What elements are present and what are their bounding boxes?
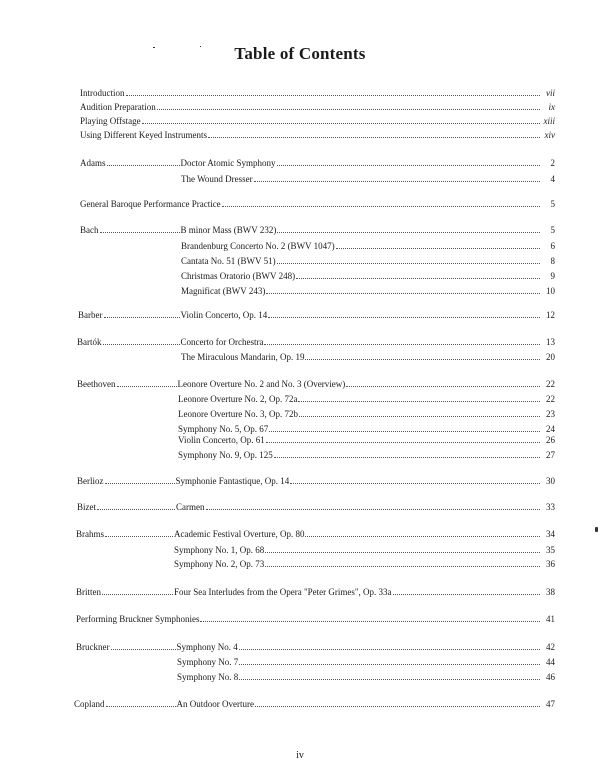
toc-composer: Bach [80,225,99,235]
toc-entry [76,585,555,598]
scan-speck [153,47,155,48]
toc-entry [177,670,555,683]
toc-entry [178,448,555,461]
toc-entry [181,254,555,267]
toc-work-title: Symphonie Fantastique, Op. 14 [175,476,290,486]
toc-entry [181,239,555,252]
toc-page-number: 22 [546,394,555,404]
toc-composer: Bizet [77,502,96,512]
dot-leader [239,655,540,665]
toc-work-title: Four Sea Interludes from the Opera "Peter Grimes", Op. 33a [174,587,392,597]
dot-leader [266,433,540,443]
toc-page-number: 20 [546,352,555,362]
dot-leader [277,156,541,166]
toc-page-number: 34 [546,529,555,539]
scan-speck [595,527,598,532]
dot-leader [102,585,173,595]
toc-entry [78,308,555,321]
dot-leader [206,500,541,510]
toc-composer: Barber [78,310,103,320]
toc-entry [80,114,555,127]
toc-entry [76,612,555,625]
dot-leader [105,474,175,484]
toc-page-number: ix [548,102,555,112]
toc-work-title: Symphony No. 7 [177,657,239,667]
toc-page-number: 24 [546,424,555,434]
dot-leader [305,527,540,537]
toc-entry [181,269,555,282]
toc-page-number: 10 [546,286,555,296]
toc-work-title: Magnificat (BWV 243) [181,286,266,296]
toc-work-title: B minor Mass (BWV 232) [180,225,277,235]
toc-page-number: 30 [546,476,555,486]
dot-leader [107,156,180,166]
page-title: Table of Contents [234,44,366,63]
toc-entry [80,100,555,113]
toc-entry [181,350,555,363]
toc-entry [178,433,555,446]
toc-entry [77,500,555,513]
toc-page-number: 22 [546,379,555,389]
toc-page-number: 27 [546,450,555,460]
toc-work-title: The Wound Dresser [181,174,253,184]
toc-page-number: xiv [544,130,555,140]
toc-work-title: Doctor Atomic Symphony [180,158,276,168]
dot-leader [117,377,177,387]
toc-page-number: 26 [546,435,555,445]
toc-entry [80,128,555,141]
dot-leader [298,392,540,402]
toc-work-title: Leonore Overture No. 2, Op. 72a [178,394,298,404]
toc-work-title: Symphony No. 4 [176,642,238,652]
toc-work-title: The Miraculous Mandarin, Op. 19 [181,352,305,362]
dot-leader [393,585,540,595]
toc-page-number: 42 [546,642,555,652]
toc-entry-label: Using Different Keyed Instruments [80,130,208,140]
page-number-footer: iv [296,750,304,761]
dot-leader [274,448,540,458]
toc-entry [174,557,555,570]
toc-work-title: Symphony No. 8 [177,672,239,682]
dot-leader [346,377,540,387]
dot-leader [97,500,175,510]
toc-entry [77,377,555,390]
toc-page-number: 4 [550,174,555,184]
toc-page-number: 9 [550,271,555,281]
toc-page-number: 23 [546,409,555,419]
dot-leader [290,474,540,484]
toc-work-title: Christmas Oratorio (BWV 248) [181,271,296,281]
dot-leader [266,284,540,294]
toc-page-number: 41 [546,614,555,624]
toc-composer: Britten [76,587,101,597]
toc-page-number: 6 [550,241,555,251]
toc-composer: Berlioz [77,476,104,486]
toc-entry [80,223,555,236]
dot-leader [277,223,540,233]
toc-page-number: 35 [546,545,555,555]
toc-page-number: 33 [546,502,555,512]
toc-work-title: Symphony No. 9, Op. 125 [178,450,273,460]
toc-entry [80,86,555,99]
toc-work-title: Symphony No. 1, Op. 68 [174,545,265,555]
toc-composer: General Baroque Performance Practice [80,199,221,209]
dot-leader [222,197,540,207]
toc-entry [178,392,555,405]
dot-leader [126,86,541,96]
toc-entry [177,655,555,668]
toc-work-title: An Outdoor Overture [176,699,254,709]
dot-leader [111,640,176,650]
dot-leader [269,422,540,432]
toc-page-number: 13 [546,337,555,347]
toc-page-number: xiii [543,116,555,126]
toc-entry [178,407,555,420]
toc-entry [77,335,555,348]
toc-composer: Adams [80,158,106,168]
dot-leader [106,697,176,707]
toc-page-number: 8 [550,256,555,266]
toc-work-title: Leonore Overture No. 3, Op. 72b [178,409,298,419]
dot-leader [265,543,540,553]
toc-entry [76,640,555,653]
toc-composer: Brahms [76,529,104,539]
toc-entry [76,527,555,540]
toc-work-title: Leonore Overture No. 2 and No. 3 (Overview) [177,379,346,389]
toc-entry-label: Introduction [80,88,125,98]
dot-leader [104,308,180,318]
dot-leader [305,350,540,360]
dot-leader [268,308,540,318]
toc-entry-label: Audition Preparation [80,102,156,112]
toc-composer: Bartók [77,337,102,347]
dot-leader [299,407,540,417]
dot-leader [277,254,540,264]
toc-work-title: Concerto for Orchestra [180,337,264,347]
toc-entry [80,197,555,210]
dot-leader [255,697,540,707]
dot-leader [157,100,540,110]
toc-composer: Performing Bruckner Symphonies [76,614,200,624]
toc-page-number: 47 [546,699,555,709]
dot-leader [296,269,540,279]
dot-leader [105,527,173,537]
toc-page-number: 2 [550,158,555,168]
toc-page-number: 12 [546,310,555,320]
dot-leader [200,612,540,622]
dot-leader [100,223,180,233]
dot-leader [103,335,180,345]
dot-leader [264,335,540,345]
toc-entry-label: Playing Offstage [80,116,141,126]
toc-page-number: 5 [550,225,555,235]
toc-page-number: vii [546,88,555,98]
toc-page-number: 38 [546,587,555,597]
dot-leader [336,239,540,249]
toc-work-title: Symphony No. 2, Op. 73 [174,559,265,569]
toc-work-title: Violin Concerto, Op. 61 [178,435,265,445]
dot-leader [265,557,540,567]
toc-work-title: Cantata No. 51 (BWV 51) [181,256,276,266]
toc-entry [181,284,555,297]
toc-work-title: Academic Festival Overture, Op. 80 [174,529,305,539]
toc-page-number: 36 [546,559,555,569]
toc-entry [80,156,555,169]
toc-work-title: Symphony No. 5, Op. 67 [178,424,269,434]
toc-entry [181,172,555,185]
toc-composer: Copland [74,699,105,709]
toc-composer: Beethoven [77,379,116,389]
dot-leader [239,670,540,680]
dot-leader [142,114,540,124]
scan-speck [200,46,201,47]
toc-entry [77,474,555,487]
dot-leader [254,172,540,182]
toc-page-number: 46 [546,672,555,682]
toc-work-title: Violin Concerto, Op. 14 [180,310,268,320]
dot-leader [208,128,540,138]
toc-page-number: 5 [550,199,555,209]
toc-entry [74,697,555,710]
dot-leader [239,640,540,650]
toc-work-title: Brandenburg Concerto No. 2 (BWV 1047) [181,241,335,251]
toc-page-number: 44 [546,657,555,667]
toc-work-title: Carmen [176,502,205,512]
toc-entry [174,543,555,556]
toc-composer: Bruckner [76,642,110,652]
